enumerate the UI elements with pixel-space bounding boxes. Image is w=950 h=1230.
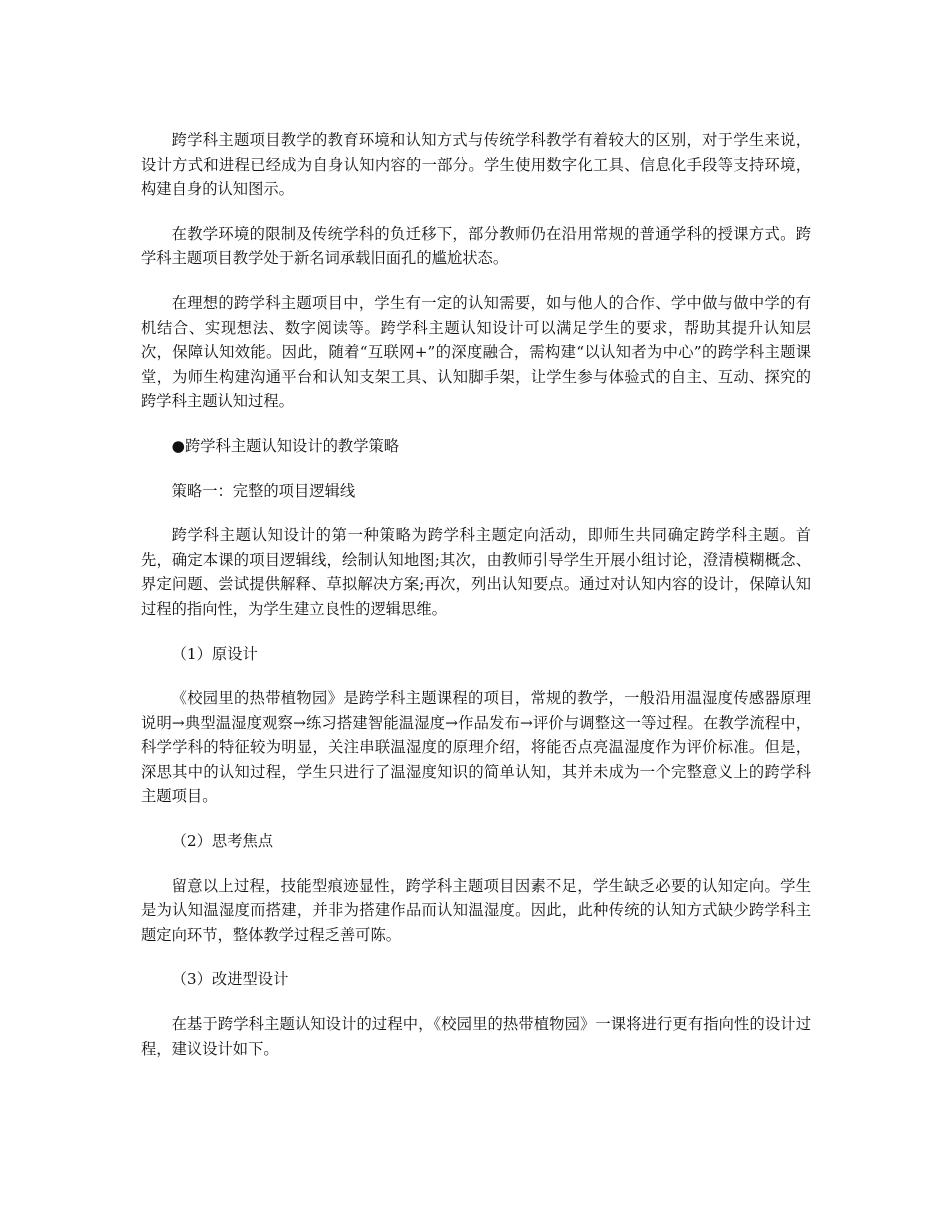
paragraph-constraints: 在教学环境的限制及传统学科的负迁移下，部分教师仍在沿用常规的普通学科的授课方式。跨学科主题项目教学处于新名词承载旧面孔的尴尬状态。 (141, 224, 811, 268)
subheading-improved-design: （3）改进型设计 (171, 970, 289, 989)
document-body (141, 128, 811, 1081)
paragraph-original-design: 《校园里的热带植物园》是跨学科主题课程的项目，常规的教学，一般沿用温湿度传感器原理说明→典型温湿度观察→练习搭建智能温湿度→作品发布→评价与调整这一等过程。在教学流程中，科学学科的特征较为明显，关注串联温湿度的原理介绍，将能否点亮温湿度作为评价标准。但是，深思其中的认知过程，学生只进行了温湿度知识的简单认知，其并未成为一个完整意义上的跨学科主题项目。 (141, 689, 811, 806)
paragraph-focus: 留意以上过程，技能型痕迹显性，跨学科主题项目因素不足，学生缺乏必要的认知定向。学生是为认知温湿度而搭建，并非为搭建作品而认知温湿度。因此，此种传统的认知方式缺少跨学科主题定向环节，整体教学过程乏善可陈。 (141, 876, 811, 944)
strategy-one-heading: 策略一：完整的项目逻辑线 (171, 481, 356, 500)
paragraph-strategy-one: 跨学科主题认知设计的第一种策略为跨学科主题定向活动，即师生共同确定跨学科主题。首先，确定本课的项目逻辑线，绘制认知地图;其次，由教师引导学生开展小组讨论，澄清模糊概念、界定问题、尝试提供解释、草拟解决方案;再次，列出认知要点。通过对认知内容的设计，保障认知过程的指向性，为学生建立良性的逻辑思维。 (141, 526, 811, 618)
paragraph-ideal-project: 在理想的跨学科主题项目中，学生有一定的认知需要，如与他人的合作、学中做与做中学的有机结合、实现想法、数字阅读等。跨学科主题认知设计可以满足学生的要求，帮助其提升认知层次，保障认知效能。因此，随着“互联网+”的深度融合，需构建“以认知者为中心”的跨学科主题课堂，为师生构建沟通平台和认知支架工具、认知脚手架，让学生参与体验式的自主、互动、探究的跨学科主题认知过程。 (141, 293, 811, 411)
section-heading-strategies: ●跨学科主题认知设计的教学策略 (171, 436, 400, 455)
subheading-focus: （2）思考焦点 (171, 832, 274, 851)
paragraph-intro: 跨学科主题项目教学的教育环境和认知方式与传统学科教学有着较大的区别，对于学生来说，设计方式和进程已经成为自身认知内容的一部分。学生使用数字化工具、信息化手段等支持环境，构建自身的认知图示。 (141, 131, 811, 199)
subheading-original-design: （1）原设计 (171, 644, 258, 663)
paragraph-improved-design: 在基于跨学科主题认知设计的过程中，《校园里的热带植物园》一课将进行更有指向性的设计过程，建议设计如下。 (141, 1015, 811, 1058)
